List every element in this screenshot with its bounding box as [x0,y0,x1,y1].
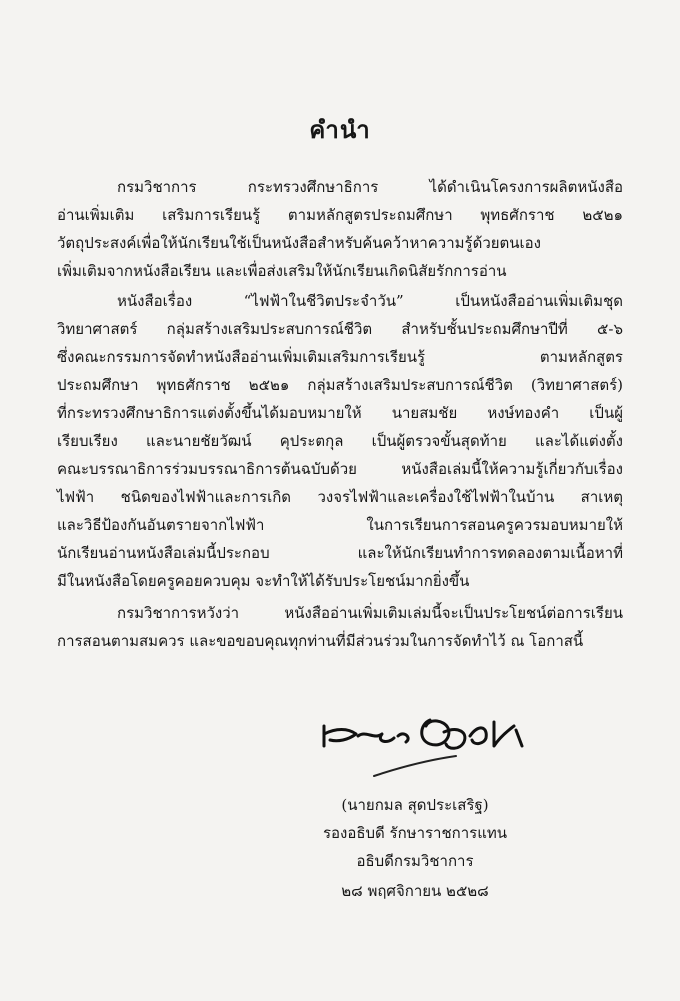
paragraph-2-line-1: หนังสือเรื่อง “ไฟฟ้าในชีวิตประจำวัน” เป็นหนังสืออ่านเพิ่มเติมชุด [117,292,623,310]
paragraph-1-line-1: กรมวิชาการ กระทรวงศึกษาธิการ ได้ดำเนินโครงการผลิตหนังสือ [117,178,623,196]
signer-department: อธิบดีกรมวิชาการ [356,852,474,870]
paragraph-1-line-4: เพิ่มเติมจากหนังสือเรียน และเพื่อส่งเสริมให้นักเรียนเกิดนิสัยรักการอ่าน [57,262,507,280]
signer-name: (นายกมล สุดประเสริฐ) [341,796,489,814]
paragraph-2-line-3: ซึ่งคณะกรรมการจัดทำหนังสืออ่านเพิ่มเติมเสริมการเรียนรู้ ตามหลักสูตร [57,348,623,366]
paragraph-3-line-2: การสอนตามสมควร และขอขอบคุณทุกท่านที่มีส่วนร่วมในการจัดทำไว้ ณ โอกาสนี้ [57,632,584,650]
paragraph-2-line-11: มีในหนังสือโดยครูคอยควบคุม จะทำให้ได้รับประโยชน์มากยิ่งขึ้น [57,572,470,590]
signer-position: รองอธิบดี รักษาราชการแทน [322,824,508,842]
handwritten-signature [318,712,538,792]
page-title: คำนำ [309,115,371,144]
paragraph-1-line-3: วัตถุประสงค์เพื่อให้นักเรียนใช้เป็นหนังสือสำหรับค้นคว้าหาความรู้ด้วยตนเอง [57,234,541,252]
paragraph-2-line-8: ไฟฟ้า ชนิดของไฟฟ้าและการเกิด วงจรไฟฟ้าและเครื่องใช้ไฟฟ้าในบ้าน สาเหตุ [57,488,623,506]
paragraph-2-line-6: เรียบเรียง และนายชัยวัฒน์ คุประตกุล เป็นผู้ตรวจขั้นสุดท้าย และได้แต่งตั้ง [57,432,623,450]
paragraph-2-line-2: วิทยาศาสตร์ กลุ่มสร้างเสริมประสบการณ์ชีวิต สำหรับชั้นประถมศึกษาปีที่ ๕-๖ [57,320,623,338]
signature-date: ๒๘ พฤศจิกายน ๒๕๒๘ [341,882,489,900]
paragraph-2-line-10: นักเรียนอ่านหนังสือเล่มนี้ประกอบ และให้นักเรียนทำการทดลองตามเนื้อหาที่ [57,544,623,562]
paragraph-1-line-2: อ่านเพิ่มเติม เสริมการเรียนรู้ ตามหลักสูตรประถมศึกษา พุทธศักราช ๒๕๒๑ [57,206,623,224]
paragraph-2-line-5: ที่กระทรวงศึกษาธิการแต่งตั้งขึ้นได้มอบหมายให้ นายสมชัย หงษ์ทองคำ เป็นผู้ [57,404,623,422]
paragraph-2-line-7: คณะบรรณาธิการร่วมบรรณาธิการต้นฉบับด้วย หนังสือเล่มนี้ให้ความรู้เกี่ยวกับเรื่อง [57,460,623,478]
paragraph-3-line-1: กรมวิชาการหวังว่า หนังสืออ่านเพิ่มเติมเล่มนี้จะเป็นประโยชน์ต่อการเรียน [117,604,623,622]
paragraph-2-line-4: ประถมศึกษา พุทธศักราช ๒๕๒๑ กลุ่มสร้างเสริมประสบการณ์ชีวิต (วิทยาศาสตร์) [57,376,623,394]
paragraph-2-line-9: และวิธีป้องกันอันตรายจากไฟฟ้า ในการเรียนการสอนครูควรมอบหมายให้ [57,516,623,534]
